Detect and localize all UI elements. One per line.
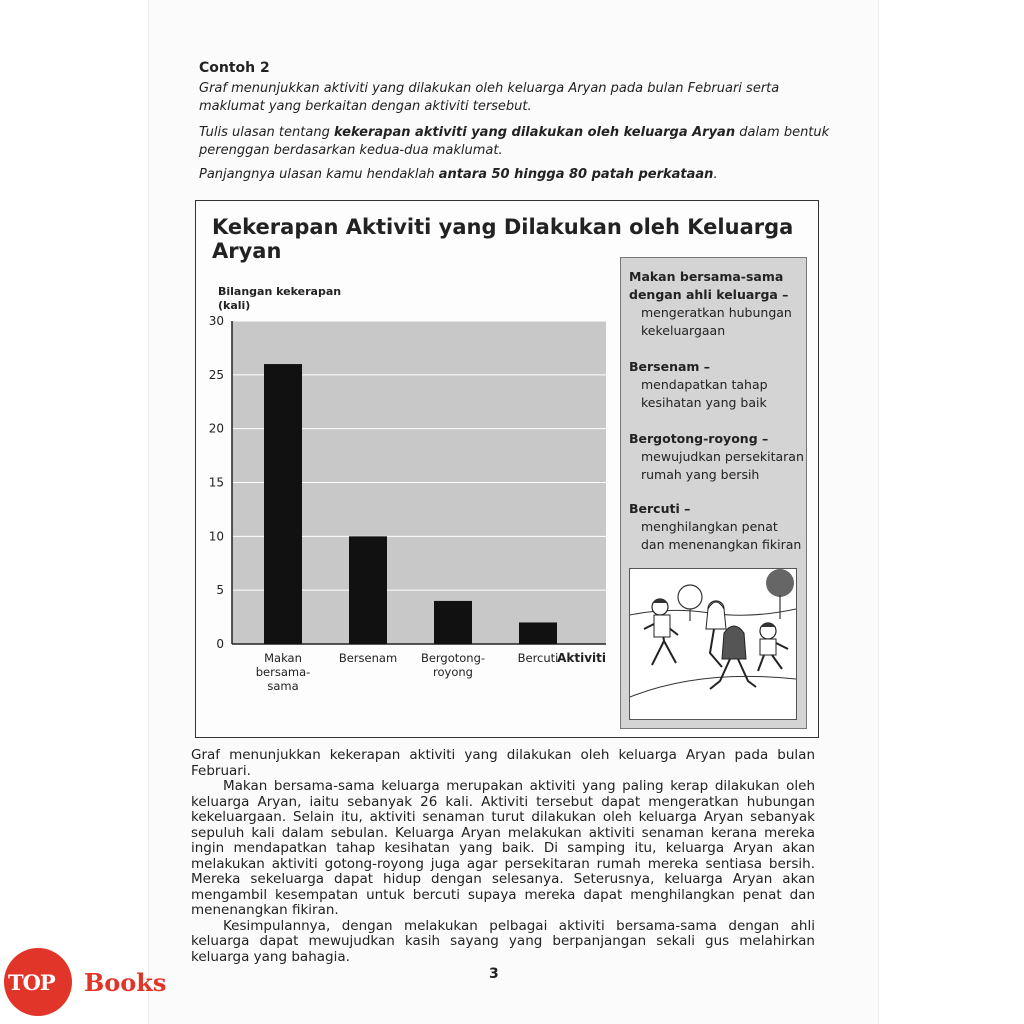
legend-item-gotong-royong xyxy=(629,430,804,484)
legend-name: Makan bersama-sama dengan ahli keluarga – xyxy=(629,269,789,302)
bar-bercuti xyxy=(519,622,557,644)
length-post: . xyxy=(713,167,718,182)
essay-paragraph-1: Graf menunjukkan kekerapan aktiviti yang dilakukan oleh keluarga Aryan pada bulan Februari. xyxy=(191,747,815,779)
length-pre: Panjangnya ulasan kamu hendaklah xyxy=(199,167,439,182)
length-bold: antara 50 hingga 80 patah perkataan xyxy=(438,167,714,182)
essay-paragraph-2: Makan bersama-sama keluarga merupakan aktiviti yang paling kerap dilakukan oleh keluarga Aryan, iaitu sebanyak 26 kali. Aktiviti tersebut dapat mengeratkan hubungan kekeluargaan. Selain itu, aktiviti senaman turut dilakukan oleh keluarga Aryan sebanyak sepuluh kali dalam sebulan. Keluarga Aryan melakukan aktiviti senaman kerana mereka ingin mendapatkan tahap kesihatan yang baik. Di samping itu, keluarga Aryan akan melakukan aktiviti gotong-royong juga agar persekitaran rumah mereka sentiasa bersih. Mereka sekeluarga dapat hidup dengan selesanya. Seterusnya, keluarga Aryan akan mengambil kesempatan untuk bercuti supaya mereka dapat menghilangkan penat dan menenangkan fikiran. xyxy=(191,778,815,918)
x-tick-label: sama xyxy=(267,679,299,693)
task-bold: kekerapan aktiviti yang dilakukan oleh keluarga Aryan xyxy=(333,125,736,140)
bar-chart xyxy=(196,201,616,737)
bar-bersenam xyxy=(349,536,387,644)
y-tick-label: 15 xyxy=(208,475,224,490)
x-tick-label: Bergotong- xyxy=(420,651,486,665)
task-post: dalam bentuk perenggan berdasarkan kedua-dua maklumat. xyxy=(199,125,830,158)
task-pre: Tulis ulasan tentang xyxy=(199,125,334,140)
task-paragraph xyxy=(199,124,839,160)
bar-bergotong-royong xyxy=(434,601,472,644)
x-tick-label: bersama- xyxy=(255,665,311,679)
bar-makan-bersama-sama xyxy=(264,364,302,644)
legend-name: Bergotong-royong – xyxy=(629,431,769,446)
legend-desc: menghilangkan penat dan menenangkan fikiran xyxy=(641,519,802,552)
logo-books-text: Books xyxy=(84,968,167,997)
legend-item-bercuti xyxy=(629,500,804,554)
family-running-icon xyxy=(629,568,797,720)
page-number: 3 xyxy=(489,966,499,982)
y-tick-label: 0 xyxy=(216,637,224,651)
book-page xyxy=(148,0,879,1024)
y-tick-label: 25 xyxy=(208,367,224,382)
legend-desc: mendapatkan tahap kesihatan yang baik xyxy=(641,377,768,410)
legend-item-makan xyxy=(629,268,804,340)
topbooks-logo-icon xyxy=(4,948,204,1018)
length-paragraph xyxy=(199,166,839,184)
x-tick-label: royong xyxy=(433,665,473,679)
chart-figure xyxy=(195,200,819,738)
y-tick-label: 5 xyxy=(216,583,224,598)
legend-item-bersenam xyxy=(629,358,804,412)
legend-desc: mewujudkan persekitaran rumah yang bersih xyxy=(641,449,804,482)
x-tick-label: Bercuti xyxy=(517,651,559,665)
essay-paragraph-3: Kesimpulannya, dengan melakukan pelbagai aktiviti bersama-sama dengan ahli keluarga dapat mewujudkan kasih sayang yang berpanjangan sekali gus melahirkan keluarga yang bahagia. xyxy=(191,917,815,965)
legend-name: Bersenam – xyxy=(629,359,711,374)
example-heading: Contoh 2 xyxy=(199,60,270,76)
essay-text xyxy=(191,748,815,965)
x-axis-label: Aktiviti xyxy=(557,651,606,665)
x-tick-label: Bersenam xyxy=(338,651,398,665)
legend-desc: mengeratkan hubungan kekeluargaan xyxy=(641,305,792,338)
y-axis-label-line1: Bilangan kekerapan xyxy=(218,285,342,298)
logo-top-text: TOP xyxy=(8,970,55,995)
legend-name: Bercuti – xyxy=(629,501,691,516)
y-tick-label: 10 xyxy=(208,529,224,544)
chart-legend xyxy=(620,257,807,729)
y-tick-label: 30 xyxy=(208,314,224,328)
y-axis-label-line2: (kali) xyxy=(218,299,251,312)
y-tick-label: 20 xyxy=(208,421,224,436)
intro-paragraph: Graf menunjukkan aktiviti yang dilakukan oleh keluarga Aryan pada bulan Februari serta maklumat yang berkaitan dengan aktiviti tersebut. xyxy=(199,81,780,114)
x-tick-label: Makan xyxy=(264,651,302,665)
chart-title: Kekerapan Aktiviti yang Dilakukan oleh Keluarga Aryan xyxy=(212,215,794,263)
